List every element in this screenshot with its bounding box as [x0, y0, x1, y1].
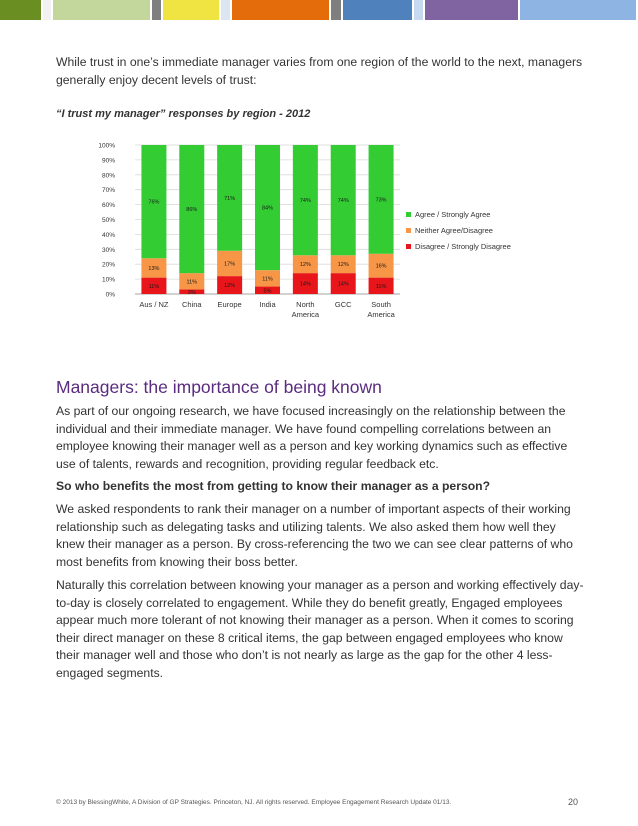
data-label: 12%	[224, 283, 236, 290]
legend-swatch	[406, 212, 411, 217]
y-tick-label: 70%	[101, 187, 115, 195]
x-category-label: India	[259, 300, 276, 309]
data-label: 13%	[148, 265, 160, 272]
legend-swatch	[406, 244, 411, 249]
legend-label: Agree / Strongly Agree	[415, 210, 491, 219]
x-category-label: GCC	[334, 300, 352, 309]
y-tick-label: 50%	[101, 217, 115, 224]
y-tick-label: 90%	[101, 157, 115, 165]
data-label: 11%	[148, 283, 160, 290]
top-color-bar	[0, 0, 638, 20]
data-label: 12%	[337, 262, 349, 269]
x-category-label: China	[181, 300, 202, 309]
data-label: 74%	[299, 198, 311, 205]
paragraph-correlation: Naturally this correlation between knowing your manager as a person and working effectively day-to-day is closely correlated to engagement. While they do benefit greatly, Engaged employees appear much more tolerant of not knowing their manager as a person. When it comes to scoring their direct manager on these 8 critical items, the gap between engaged employees who know their manager well and those who don’t is not nearly as large as the gap for the other 4 less-engaged segments.	[56, 578, 584, 680]
section-title: Managers: the importance of being known	[56, 377, 382, 397]
top-bar-segment	[53, 0, 151, 20]
x-category-label: Europe	[217, 300, 242, 309]
y-tick-label: 20%	[101, 261, 115, 269]
data-label: 16%	[375, 263, 387, 270]
data-label: 14%	[337, 281, 349, 288]
top-bar-segment	[331, 0, 343, 20]
legend-label: Disagree / Strongly Disagree	[415, 242, 511, 251]
x-category-label: South	[371, 300, 391, 309]
question-heading: So who benefits the most from getting to know their manager as a person?	[56, 479, 491, 493]
top-bar-segment	[0, 0, 43, 20]
intro-paragraph: While trust in one’s immediate manager varies from one region of the world to the next, managers generally enjoy decent levels of trust:	[56, 55, 583, 87]
x-category-label: America	[291, 310, 320, 319]
top-bar-segment	[414, 0, 426, 20]
top-bar-segment	[520, 0, 638, 20]
data-label: 11%	[262, 276, 273, 283]
top-bar-segment	[163, 0, 220, 20]
top-bar-segment	[343, 0, 414, 20]
data-label: 84%	[261, 205, 274, 212]
top-bar-segment	[232, 0, 330, 20]
y-tick-label: 0%	[105, 291, 115, 299]
top-bar-segment	[152, 0, 164, 20]
legend-label: Neither Agree/Disagree	[415, 226, 493, 235]
data-label: 5%	[263, 288, 272, 295]
chart-title: “I trust my manager” responses by region - 2012	[56, 108, 311, 120]
top-bar-segment	[425, 0, 520, 20]
data-label: 3%	[187, 289, 196, 296]
paragraph-research: As part of our ongoing research, we have focused increasingly on the relationship between the individual and their immediate manager. We have found compelling correlations between an employee knowing their manager well as a person and key working dynamics such as effective use of talents, rewards and recognition, providing regular feedback etc.	[56, 404, 568, 471]
data-label: 11%	[186, 279, 198, 286]
y-tick-label: 40%	[101, 231, 115, 239]
data-label: 73%	[375, 197, 387, 204]
paragraph-method: We asked respondents to rank their manager on a number of important aspects of their working relationship such as delegating tasks and utilizing talents. We also asked them how well they knew their manager as a person. By cross-referencing the two we can see clear patterns of who most benefits from knowing their boss better.	[56, 502, 573, 569]
data-label: 71%	[224, 195, 236, 202]
y-tick-label: 80%	[101, 172, 115, 180]
x-category-label: America	[367, 310, 395, 319]
footer-copyright: © 2013 by BlessingWhite, A Division of GP Strategies. Princeton, NJ. All rights reserved. Employee Engagement Research Update 01/13.	[56, 799, 452, 806]
y-tick-label: 10%	[101, 276, 115, 284]
x-category-label: Aus / NZ	[139, 300, 169, 309]
top-bar-segment	[43, 0, 53, 20]
data-label: 74%	[337, 198, 349, 205]
data-label: 14%	[299, 281, 311, 288]
legend-swatch	[406, 228, 411, 233]
y-tick-label: 30%	[101, 246, 115, 254]
page-number: 20	[568, 797, 579, 807]
y-tick-label: 60%	[101, 202, 115, 210]
data-label: 11%	[375, 283, 387, 290]
top-bar-segment	[221, 0, 233, 20]
x-category-label: North	[296, 300, 315, 309]
data-label: 12%	[299, 262, 311, 269]
data-label: 17%	[224, 261, 236, 268]
data-label: 86%	[186, 207, 198, 214]
trust-by-region-chart	[80, 138, 540, 328]
data-label: 76%	[148, 199, 160, 206]
y-tick-label: 100%	[98, 142, 115, 150]
